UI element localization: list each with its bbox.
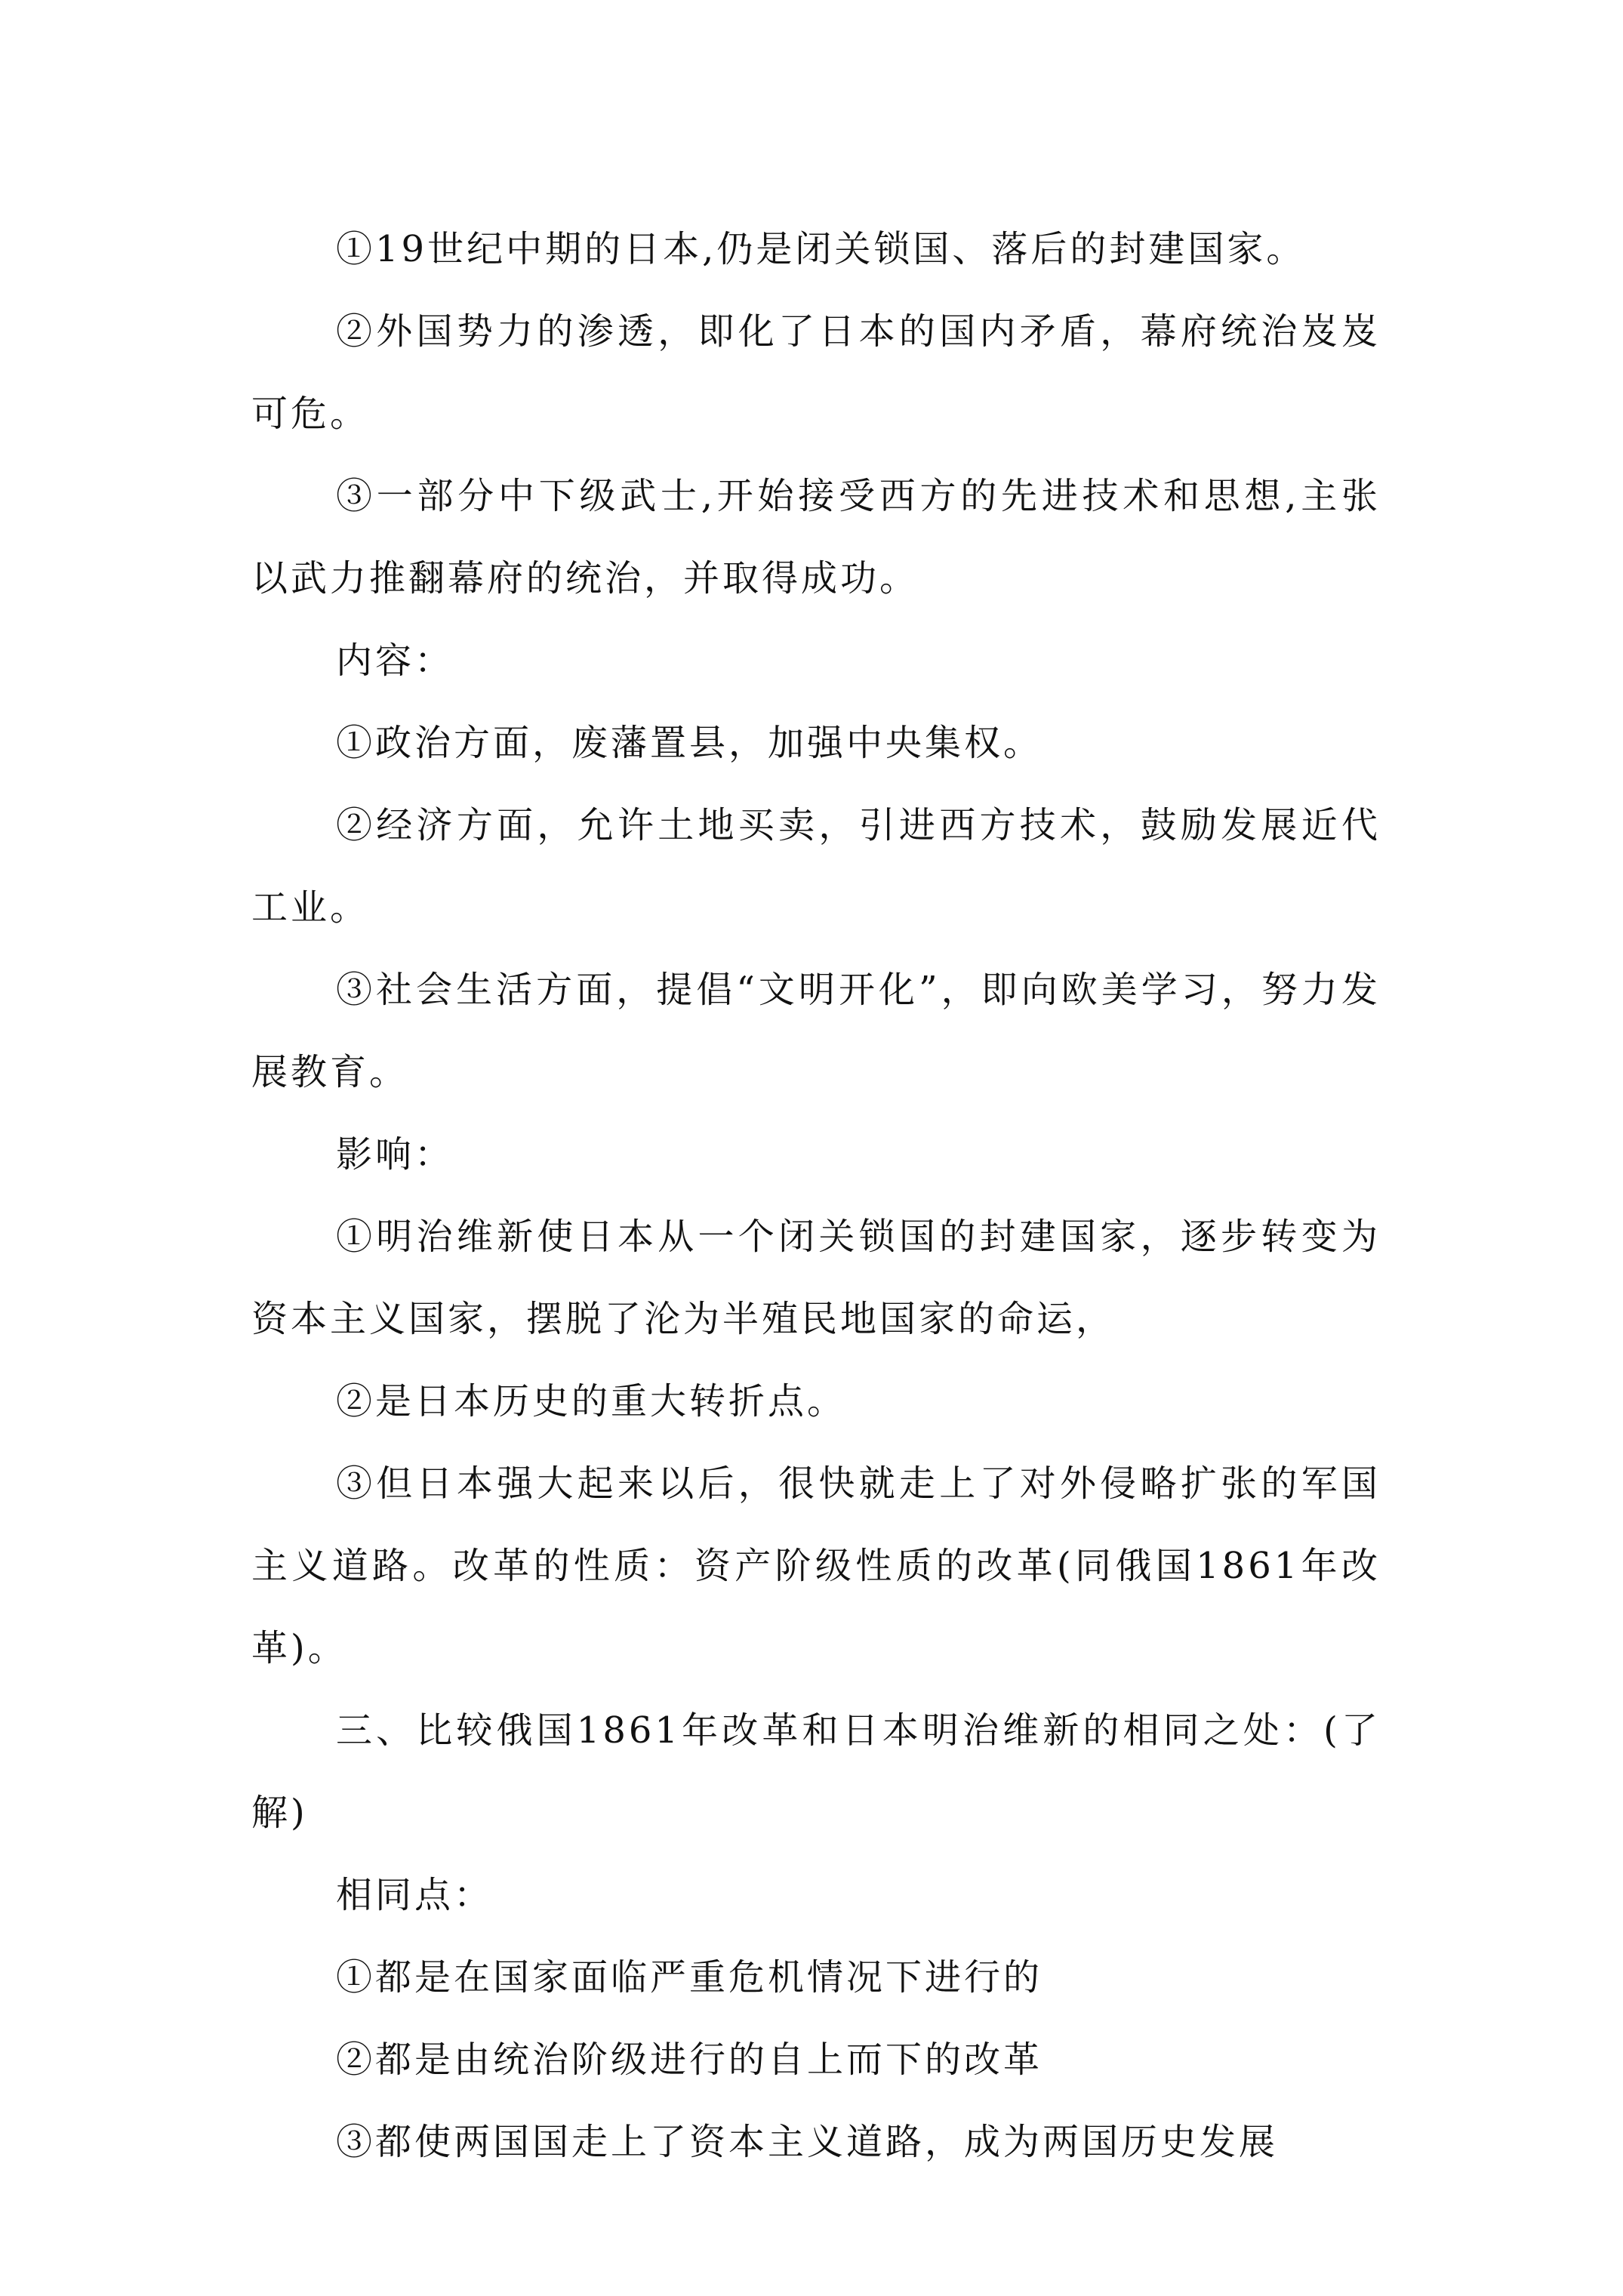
section-label-impact: 影响： xyxy=(336,1133,454,1176)
paragraph: ③但日本强大起来以后，很快就走上了对外侵略扩张的军国主义道路。改革的性质：资产阶级性质的改革(同俄国1861年改革)。 xyxy=(251,1462,1381,1669)
paragraph: ②是日本历史的重大转折点。 xyxy=(336,1380,847,1422)
paragraph: ①明治维新使日本从一个闭关锁国的封建国家，逐步转变为资本主义国家，摆脱了沦为半殖民地国家的命运， xyxy=(251,1216,1381,1340)
paragraph: ①政治方面，废藩置县，加强中央集权。 xyxy=(336,722,1043,764)
document-body xyxy=(251,208,1381,2184)
paragraph: ②外国势力的渗透，即化了日本的国内矛盾，幕府统治岌岌可危。 xyxy=(251,310,1381,435)
paragraph: ③一部分中下级武士,开始接受西方的先进技术和思想,主张以武力推翻幕府的统治，并取得成功。 xyxy=(251,475,1381,599)
paragraph: ②经济方面，允许土地买卖，引进西方技术，鼓励发展近代工业。 xyxy=(251,804,1381,929)
section-label-content: 内容： xyxy=(336,639,454,682)
paragraph: ①都是在国家面临严重危机情况下进行的 xyxy=(336,1956,1043,1999)
paragraph: ③社会生活方面，提倡“文明开化”，即向欧美学习，努力发展教育。 xyxy=(251,969,1381,1093)
section-label-similarities: 相同点： xyxy=(336,1874,494,1916)
paragraph: ②都是由统治阶级进行的自上而下的改革 xyxy=(336,2039,1043,2081)
paragraph: ③都使两国国走上了资本主义道路，成为两国历史发展 xyxy=(336,2121,1279,2163)
section-heading: 三、比较俄国1861年改革和日本明治维新的相同之处：(了解) xyxy=(251,1709,1381,1834)
paragraph: ①19世纪中期的日本,仍是闭关锁国、落后的封建国家。 xyxy=(336,228,1306,270)
